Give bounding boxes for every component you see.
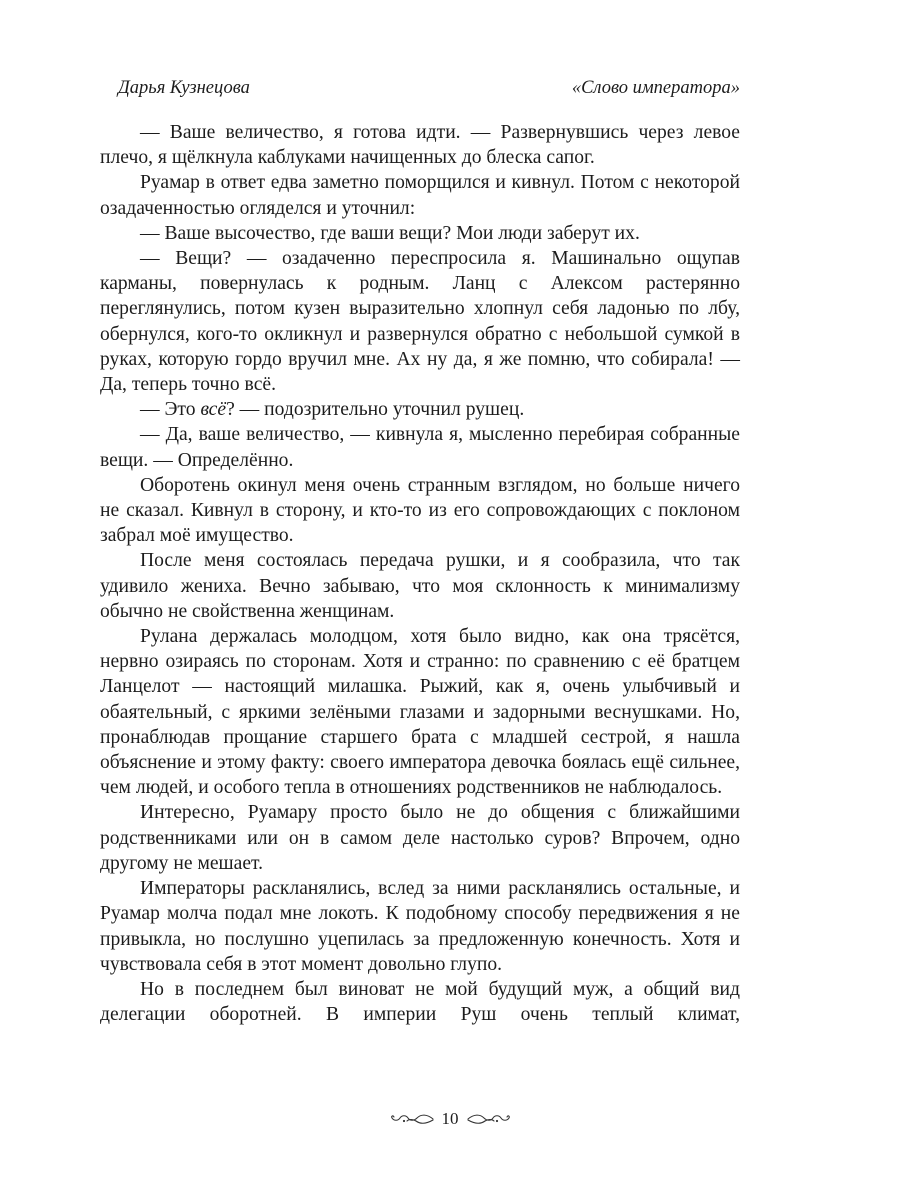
right-flourish-icon (467, 1112, 511, 1126)
paragraph: После меня состоялась передача рушки, и я сообразила, что так удивило жениха. Вечно забываю, что моя склонность к минимализму обычно не свойственна женщинам. (100, 550, 740, 622)
paragraph: Рулана держалась молодцом, хотя было видно, как она трясётся, нервно озираясь по сторонам. Хотя и странно: по сравнению с её братцем Ланцелот — настоящий милашка. Рыжий, как я, очень улыбчивый и обаятельный, с яркими зелёными глазами и задорными веснушками. Но, пронаблюдав прощание старшего брата с младшей сестрой, я нашла объяснение и этому факту: своего императора девочка боялась ещё сильнее, чем людей, и особого тепла в отношениях родственников не наблюдалось. (100, 626, 740, 799)
left-flourish-icon (390, 1112, 434, 1126)
paragraph (100, 397, 740, 422)
paragraph: — Ваше величество, я готова идти. — Развернувшись через левое плечо, я щёлкнула каблуками начищенных до блеска сапог. (100, 122, 740, 169)
paragraph: — Вещи? — озадаченно переспросила я. Машинально ощупав карманы, повернулась к родным. Ланц с Алексом растерянно переглянулись, потом кузен выразительно хлопнул себя ладонью по лбу, обернулся, кого-то окликнул и развернулся обратно с небольшой сумкой в руках, которую гордо вручил мне. Ах ну да, я же помню, что собирала! — Да, теперь точно всё. (100, 248, 740, 396)
page-footer (0, 1104, 900, 1134)
paragraph: — Ваше высочество, где ваши вещи? Мои люди заберут их. (140, 222, 640, 244)
paragraph: Оборотень окинул меня очень странным взглядом, но больше ничего не сказал. Кивнул в сторону, и кто-то из его сопровождающих с поклоном забрал моё имущество. (100, 474, 740, 547)
running-head-book-title: «Слово императора» (571, 78, 740, 98)
running-head (118, 76, 740, 100)
paragraph: Интересно, Руамару просто было не до общения с ближайшими родственниками или он в самом деле настолько суров? Впрочем, одно другому не мешает. (100, 802, 740, 874)
paragraph: Руамар в ответ едва заметно поморщился и кивнул. Потом с некоторой озадаченностью огляделся и уточнил: (100, 172, 740, 219)
running-head-author: Дарья Кузнецова (118, 78, 250, 98)
paragraph: Но в последнем был виноват не мой будущий муж, а общий вид делегации оборотней. В империи Руш очень теплый климат, (100, 978, 740, 1026)
paragraph-text: ? — подозрительно уточнил рушец. (226, 399, 525, 421)
body-text (100, 120, 740, 1027)
paragraph-text: — Это (140, 399, 201, 421)
paragraph: — Да, ваше величество, — кивнула я, мысленно перебирая собранные вещи. — Определённо. (100, 424, 740, 471)
emphasized-word: всё (200, 399, 227, 421)
paragraph: Императоры раскланялись, вслед за ними раскланялись остальные, и Руамар молча подал мне локоть. К подобному способу передвижения я не привыкла, но послушно уцепилась за предложенную конечность. Хотя и чувствовала себя в этот момент довольно глупо. (100, 878, 740, 975)
page-number: 10 (441, 1109, 459, 1128)
